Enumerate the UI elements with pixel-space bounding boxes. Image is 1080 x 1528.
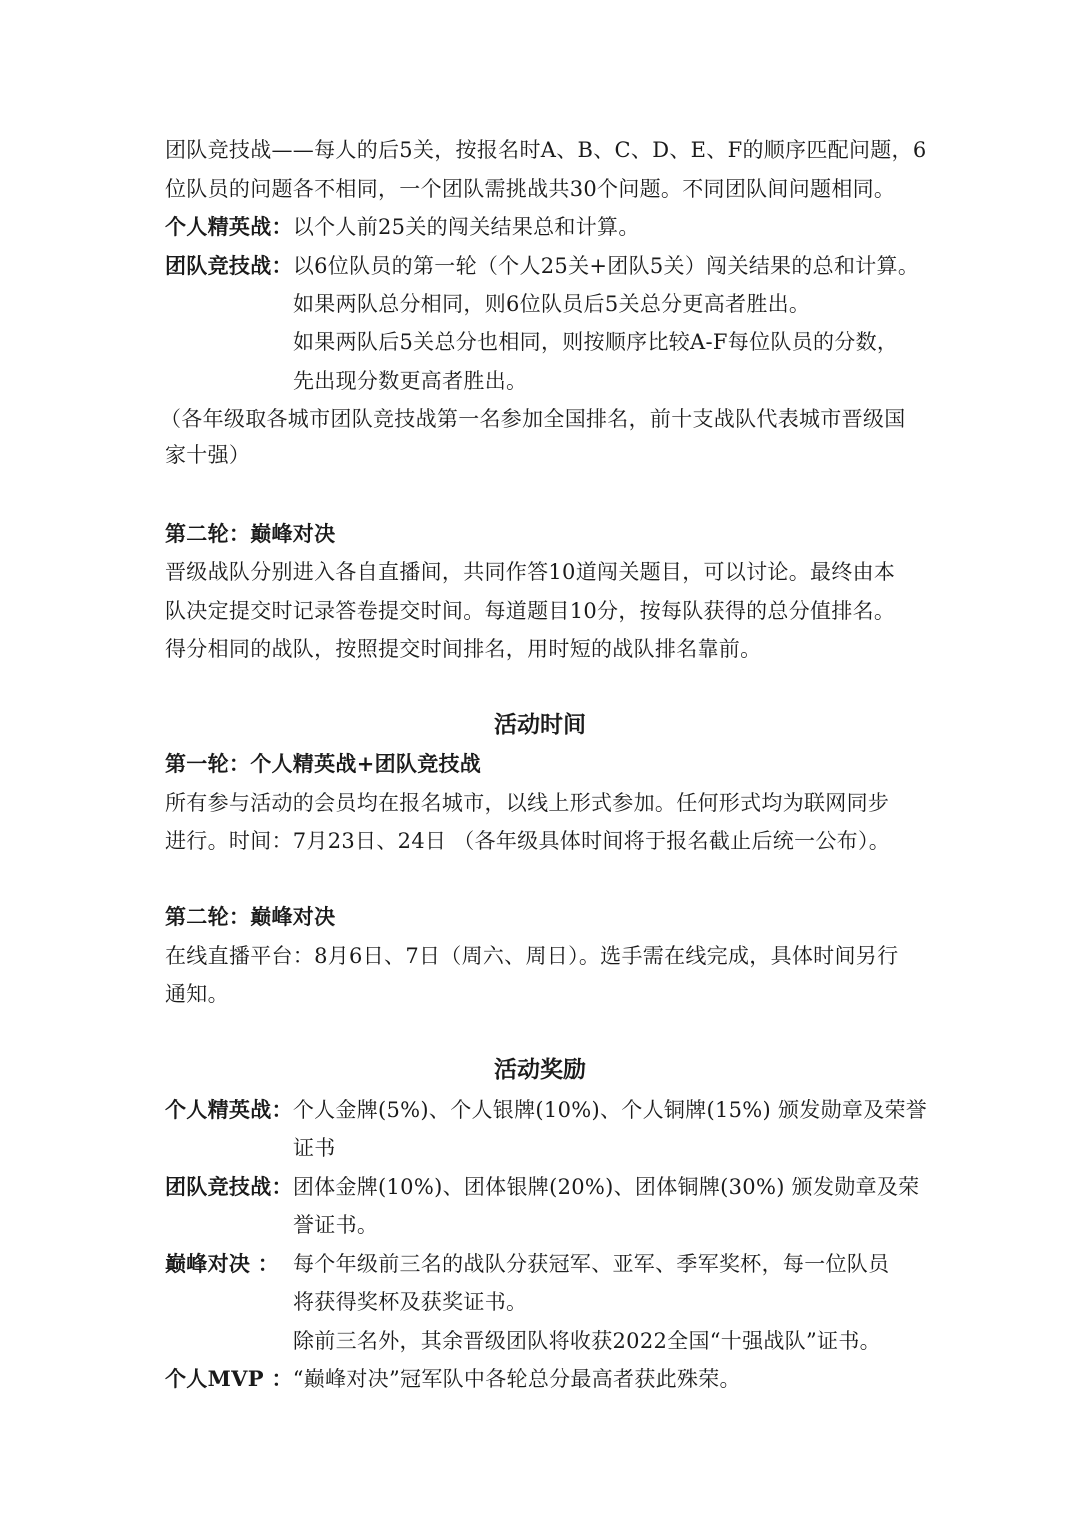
tiebreak-rule-3: 先出现分数更高者胜出。 [293,369,528,393]
schedule-round2-heading: 第二轮：巅峰对决 [165,904,336,929]
team-scoring-row [165,251,919,281]
reward-peak-label: 巅峰对决 ： [165,1251,280,1276]
reward-individual-label: 个人精英战： [165,1097,293,1122]
round2-rule-line-3: 得分相同的战队，按照提交时间排名，用时短的战队排名靠前。 [165,637,762,661]
reward-peak-line-3: 除前三名外，其余晋级团队将收获2022全国“十强战队”证书。 [293,1329,881,1353]
reward-team-text: 团体金牌(10%)、团体银牌(20%)、团体铜牌(30%) 颁发勋章及荣 [292,1175,920,1199]
team-rule-line-1: 团队竞技战——每人的后5关，按报名时A、B、C、D、E、F的顺序匹配问题，6 [165,138,927,162]
schedule-section-title: 活动时间 [494,711,586,738]
individual-scoring-row [165,212,640,242]
individual-scoring-label: 个人精英战： [165,214,293,239]
team-scoring-text: 以6位队员的第一轮（个人25关+团队5关）闯关结果的总和计算。 [292,254,920,278]
reward-peak-row [165,1249,889,1279]
round2-rule-line-2: 队决定提交时记录答卷提交时间。每道题目10分，按每队获得的总分值排名。 [165,599,896,623]
reward-mvp-label: 个人MVP ： [165,1366,293,1391]
national-ranking-note-line-1: （各年级取各城市团队竞技战第一名参加全国排名，前十支战队代表城市晋级国 [160,407,906,431]
schedule-round2-line-2: 通知。 [165,982,229,1006]
reward-peak-line-2: 将获得奖杯及获奖证书。 [293,1290,528,1314]
reward-team-row [165,1172,919,1202]
schedule-round2-line-1: 在线直播平台：8月6日、7日（周六、周日）。选手需在线完成，具体时间另行 [165,944,899,968]
round2-heading: 第二轮：巅峰对决 [165,521,336,546]
team-scoring-label: 团队竞技战： [165,253,293,278]
reward-team-line-2: 誉证书。 [293,1213,379,1237]
reward-team-label: 团队竞技战： [165,1174,293,1199]
reward-mvp-text: “巅峰对决”冠军队中各轮总分最高者获此殊荣。 [292,1367,741,1391]
schedule-round1-line-2: 进行。时间：7月23日、24日 （各年级具体时间将于报名截止后统一公布）。 [165,829,891,853]
team-rule-line-2: 位队员的问题各不相同，一个团队需挑战共30个问题。不同团队间问题相同。 [165,177,896,201]
tiebreak-rule-1: 如果两队总分相同，则6位队员后5关总分更高者胜出。 [293,292,811,316]
rewards-section-title: 活动奖励 [494,1056,586,1083]
tiebreak-rule-2: 如果两队后5关总分也相同，则按顺序比较A-F每位队员的分数， [293,330,899,354]
schedule-round1-line-1: 所有参与活动的会员均在报名城市，以线上形式参加。任何形式均为联网同步 [165,791,890,815]
national-ranking-note-line-2: 家十强） [165,443,251,467]
schedule-round1-heading: 第一轮：个人精英战+团队竞技战 [165,751,482,776]
reward-individual-line-2: 证书 [293,1136,336,1160]
reward-peak-text: 每个年级前三名的战队分获冠军、亚军、季军奖杯，每一位队员 [293,1252,890,1276]
reward-individual-text: 个人金牌(5%)、个人银牌(10%)、个人铜牌(15%) 颁发勋章及荣誉 [292,1098,928,1122]
individual-scoring-text: 以个人前25关的闯关结果总和计算。 [292,215,640,239]
round2-rule-line-1: 晋级战队分别进入各自直播间，共同作答10道闯关题目，可以讨论。最终由本 [165,560,896,584]
reward-mvp-row [165,1364,741,1394]
reward-individual-row [165,1095,927,1125]
